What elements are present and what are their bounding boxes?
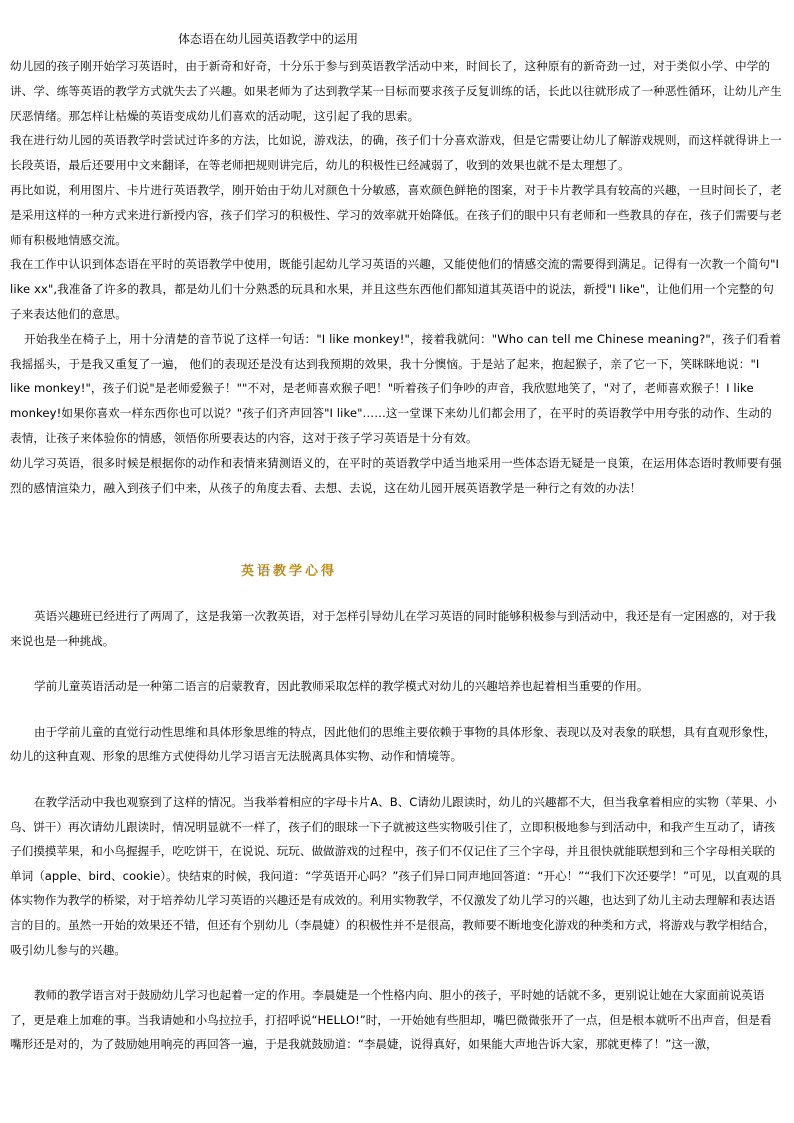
paragraph: 幼儿学习英语，很多时候是根据你的动作和表情来猜测语义的，在平时的英语教学中适当地采用一些体态语无疑是一良策，在运用体态语时教师要有强烈的感情渲染力，融入到孩子们中来，从孩子的角度去看、去想、去说，这在幼儿园开展英语教学是一种行之有效的办法！ — [10, 455, 782, 495]
section-heading: 英语教学心得 — [240, 564, 337, 579]
paragraph: 幼儿园的孩子刚开始学习英语时，由于新奇和好奇，十分乐于参与到英语教学活动中来，时间长了，这种原有的新奇劲一过，对于类似小学、中学的讲、学、练等英语的教学方式就失去了兴趣。如果老师为了达到教学某一目标而要求孩子反复训练的话，长此以往就形成了一种恶性循环，让幼儿产生厌恶情绪。那怎样让枯燥的英语变成幼儿们喜欢的活动呢，这引起了我的思索。 — [10, 59, 782, 123]
paragraph: 开始我坐在椅子上，用十分清楚的音节说了这样一句话："I like monkey!"，接着我就问："Who can tell me Chinese meaning?"，孩子们看着我摇摇头，于是我又重复了一遍， 他们的表现还是没有达到我预期的效果，我十分懊恼。于是站了起来，抱起猴子，亲了它一下，笑眯眯地说："I like monkey!"，孩子们说"是老师爱猴子！""不对，是老师喜欢猴子吧！"听着孩子们争吵的声音，我欣慰地笑了，"对了，老师喜欢猴子！I like monkey!如果你喜欢一样东西你也可以说？"孩子们齐声回答"I like"……这一堂课下来幼儿们都会用了，在平时的英语教学中用夸张的动作、生动的表情，让孩子来体验你的情感，领悟你所要表达的内容，这对于孩子学习英语是十分有效。 — [10, 331, 782, 445]
article-title: 体态语在幼儿园英语教学中的运用 — [177, 32, 358, 46]
paragraph: 学前儿童英语活动是一种第二语言的启蒙教育，因此教师采取怎样的教学模式对幼儿的兴趣培养也起着相当重要的作用。 — [34, 679, 649, 694]
paragraph: 由于学前儿童的直觉行动性思维和具体形象思维的特点，因此他们的思维主要依赖于事物的具体形象、表现以及对表象的联想，具有直观形象性，幼儿的这种直观、形象的思维方式使得幼儿学习语言无法脱离具体实物、动作和情境等。 — [10, 724, 777, 764]
section-body — [10, 604, 782, 1078]
paragraph: 教师的教学语言对于鼓励幼儿学习也起着一定的作用。李晨婕是一个性格内向、胆小的孩子，平时她的话就不多，更别说让她在大家面前说英语了，更是难上加难的事。当我请她和小鸟拉拉手，打招呼说“HELLO!”时，一开始她有些胆却，嘴巴微微张开了一点，但是根本就听不出声音，但是看嘴形还是对的，为了鼓励她用响亮的再回答一遍，于是我就鼓励道：“李晨婕，说得真好，如果能大声地告诉大家，那就更棒了！”这一激， — [10, 988, 772, 1052]
article-body — [10, 54, 782, 500]
paragraph: 英语兴趣班已经进行了两周了，这是我第一次教英语，对于怎样引导幼儿在学习英语的同时能够积极参与到活动中，我还是有一定困惑的，对于我来说也是一种挑战。 — [10, 609, 777, 648]
paragraph: 再比如说，利用图片、卡片进行英语教学，刚开始由于幼儿对颜色十分敏感，喜欢颜色鲜艳的图案，对于卡片教学具有较高的兴趣，一旦时间长了，老是采用这样的一种方式来进行新授内容，孩子们学习的积极性、学习的效率就开始降低。在孩子们的眼中只有老师和一些教具的存在，孩子们需要与老师有积极地情感交流。 — [10, 182, 782, 247]
paragraph: 我在工作中认识到体态语在平时的英语教学中使用，既能引起幼儿学习英语的兴趣，又能使他们的情感交流的需要得到满足。记得有一次教一个简句"I like xx",我准备了许多的教具，都是幼儿们十分熟悉的玩具和水果，并且这些东西他们都知道其英语中的说法，新授"I like"，让他们用一个完整的句子来表达他们的意思。 — [10, 257, 780, 321]
paragraph: 我在进行幼儿园的英语教学时尝试过许多的方法，比如说，游戏法，的确，孩子们十分喜欢游戏，但是它需要让幼儿了解游戏规则，而这样就得讲上一长段英语，最后还要用中文来翻译，在等老师把规则讲完后，幼儿的积极性已经减弱了，收到的效果也就不是太理想了。 — [10, 133, 782, 173]
paragraph: 在教学活动中我也观察到了这样的情况。当我举着相应的字母卡片A、B、C请幼儿跟读时，幼儿的兴趣都不大，但当我拿着相应的实物（苹果、小鸟、饼干）再次请幼儿跟读时，情况明显就不一样了，孩子们的眼球一下子就被这些实物吸引住了，立即积极地参与到活动中，和我产生互动了，请孩子们摸摸苹果，和小鸟握握手，吃吃饼干，在说说、玩玩、做做游戏的过程中，孩子们不仅记住了三个字母，并且很快就能联想到和三个字母相关联的单词（apple、bird、cookie）。快结束的时候，我问道：“学英语开心吗？”孩子们异口同声地回答道：“开心！”“我们下次还要学！”可见，以直观的具体实物作为教学的桥梁，对于培养幼儿学习英语的兴趣还是有成效的。利用实物教学，不仅激发了幼儿学习的兴趣，也达到了幼儿主动去理解和表达语言的目的。虽然一开始的效果还不错，但还有个别幼儿（李晨婕）的积极性并不是很高，教师要不断地变化游戏的种类和方式，将游戏与教学相结合，吸引幼儿参与的兴趣。 — [10, 794, 782, 957]
